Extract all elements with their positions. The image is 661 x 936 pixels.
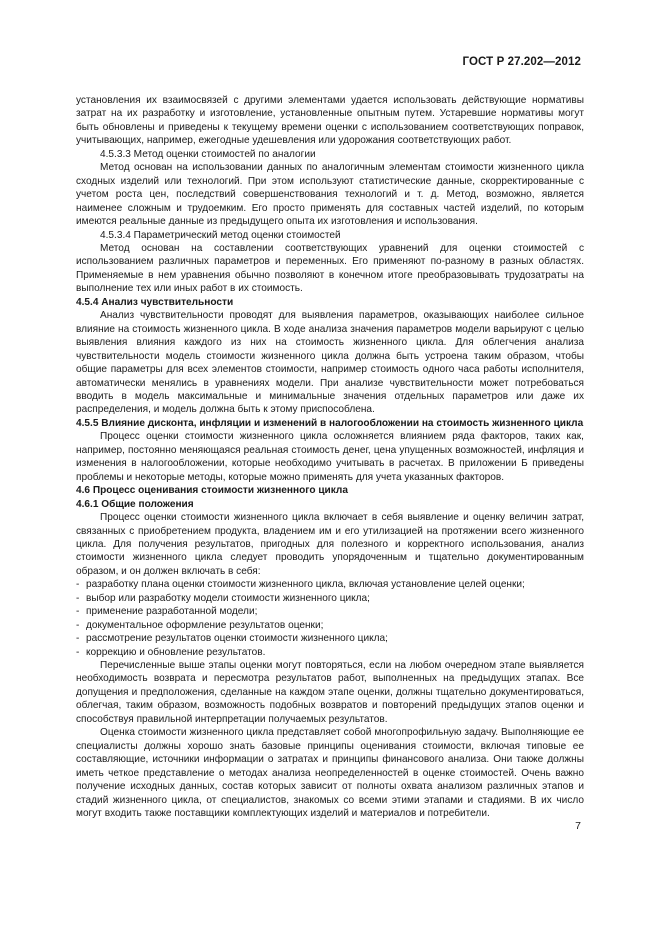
paragraph-general-provisions: Процесс оценки стоимости жизненного цикла включает в себя выявление и оценку величин затрат, связанных с приобретением продукта, владением им и его утилизацией на протяжении всего жизненного цикла. Для получения результатов, пригодных для полезного и корректного использования, анализ стоимости жизненного цикла следует проводить упорядоченным и тщательно документированным образом, и он должен включать в себя: [76,512,584,577]
section-heading-4-6-1: 4.6.1 Общие положения [76,498,194,510]
continued-paragraph: установления их взаимосвязей с другими элементами удается использовать действующие нормативы затрат на их разработку и изготовление, установленные опытным путем. Устаревшие нормативы могут быть обновлены и приведены к текущему времени оценки с использованием соответствующих поправок, учитывающих, например, ежегодные удешевления или удорожания соответствующих работ. [76,95,584,147]
subsection-title-4-5-3-3: 4.5.3.3 Метод оценки стоимостей по аналогии [100,148,316,160]
list-item: - коррекцию и обновление результатов. [76,646,266,658]
paragraph-multidisciplinary-task: Оценка стоимости жизненного цикла представляет собой многопрофильную задачу. Выполняющие ее специалисты должны хорошо знать базовые принципы оценивания стоимости, включая типовые ее составляющие, источники информации о затратах и принципы финансового анализа. Они также должны иметь четкое представление о методах анализа неопределенностей в оценке стоимостей. Очень важно получение исходных данных, состав которых зависит от полноты охвата анализом различных этапов и стадий жизненного цикла, от специалистов, знакомых со всеми этими этапами и стадиями. В их число могут входить также поставщики комплектующих изделий и материалов и потребители. [76,727,584,820]
paragraph-analogy-method: Метод основан на использовании данных по аналогичным элементам стоимости жизненного цикла сходных изделий или технологий. При этом используют статистические данные, скорректированные с учетом роста цен, последствий совершенствования технологий и т. д. Метод, возможно, является наименее сложным и трудоемким. Его просто применять для составных частей изделий, по которым имеются реальные данные из предыдущего опыта их изготовления и использования. [76,162,584,228]
list-dash: - [76,633,80,645]
section-heading-4-5-4: 4.5.4 Анализ чувствительности [76,296,234,308]
list-dash: - [76,606,80,618]
list-item: - применение разработанной модели; [76,606,258,618]
list-dash: - [76,592,80,604]
paragraph-repeat-stages: Перечисленные выше этапы оценки могут повторяться, если на любом очередном этапе выявляется необходимость возврата и пересмотра результатов работ, выполненных на предыдущих этапах. Все допущения и предположения, сделанные на каждом этапе оценки, должны тщательно документироваться, облегчая, таким образом, возможность подобных возвратов и повторений предыдущих этапов оценки и способствуя правильной интерпретации получаемых результатов. [76,660,584,725]
list-dash: - [76,579,80,591]
list-item: - разработку плана оценки стоимости жизненного цикла, включая установление целей оценки; [76,579,525,591]
subsection-title-4-5-3-4: 4.5.3.4 Параметрический метод оценки стоимостей [100,229,341,241]
page-number: 7 [575,820,581,832]
list-dash: - [76,646,80,658]
list-item: - документальное оформление результатов оценки; [76,619,324,631]
list-item: - выбор или разработку модели стоимости жизненного цикла; [76,592,370,604]
paragraph-parametric-method: Метод основан на составлении соответствующих уравнений для оценки стоимостей с использованием различных параметров и переменных. Его применяют по-разному в разных областях. Применяемые в нем уравнения обычно позволяют в конечном итоге преобразовывать трудозатраты на выполнение тех или иных работ в их стоимость. [76,242,584,295]
section-heading-4-5-5: 4.5.5 Влияние дисконта, инфляции и изменений в налогообложении на стоимость жизненного цикла [76,417,584,429]
body-text [76,94,584,820]
section-heading-4-6: 4.6 Процесс оценивания стоимости жизненного цикла [76,485,348,497]
list-item: - рассмотрение результатов оценки стоимости жизненного цикла; [76,633,388,645]
list-dash: - [76,619,80,631]
paragraph-sensitivity-analysis: Анализ чувствительности проводят для выявления параметров, оказывающих наиболее сильное влияние на стоимость жизненного цикла. В ходе анализа значения параметров модели варьируют с целью выявления влияния каждого из них на стоимость жизненного цикла. Для облегчения анализа чувствительности модель стоимости жизненного цикла должна быть устроена таким образом, чтобы общие параметры для всех элементов стоимости, например стоимость одного часа работы исполнителя, автоматически менялись в уравнениях модели. При анализе чувствительности может потребоваться вводить в модель максимальные и минимальные значения отдельных параметров или даже их распределения, и модель должна быть к этому приспособлена. [76,310,584,416]
process-steps-list [76,578,584,659]
document-code-header: ГОСТ Р 27.202—2012 [462,56,581,68]
paragraph-discount-inflation: Процесс оценки стоимости жизненного цикла осложняется влиянием ряда факторов, таких как, например, постоянно меняющаяся реальная стоимость денег, цена упущенных возможностей, инфляция и изменения в налогообложении, которые необходимо учитывать в расчетах. В приложении Б приведены проблемы и некоторые методы, которые можно применять для учета указанных факторов. [76,431,584,483]
